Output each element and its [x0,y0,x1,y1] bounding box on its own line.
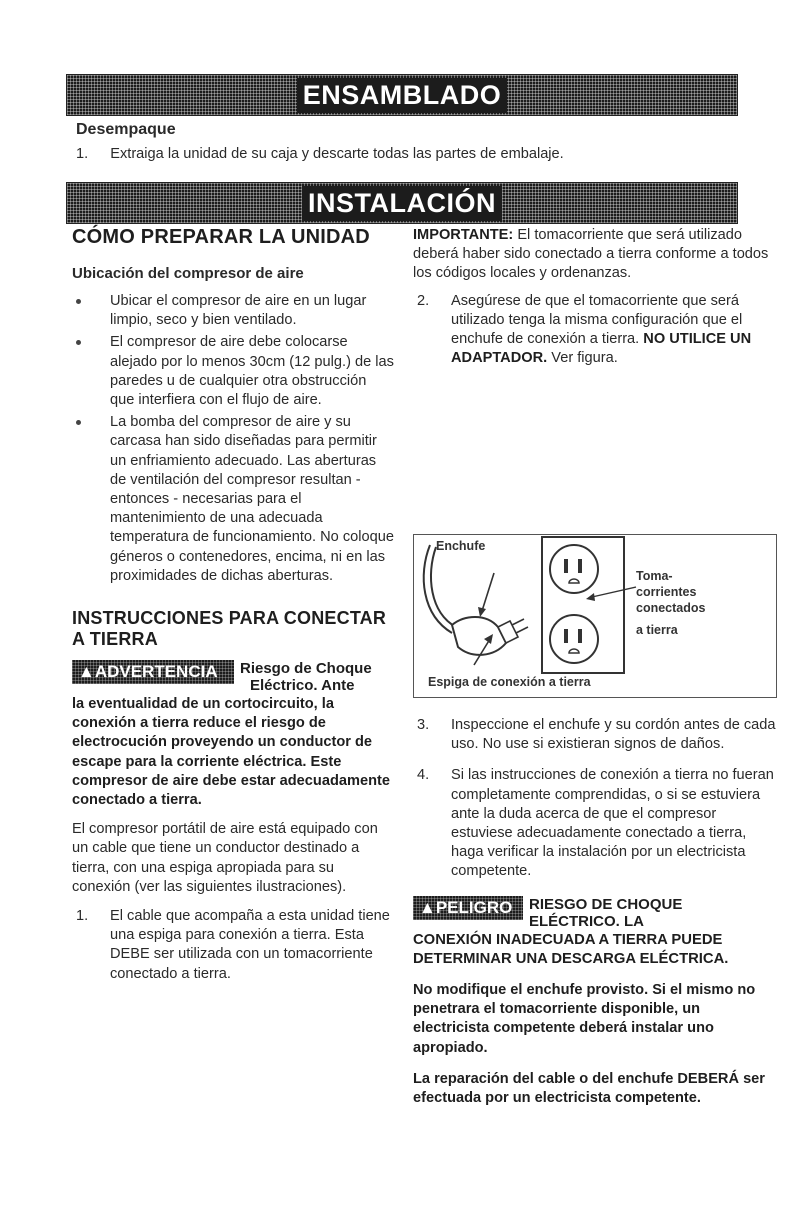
warning-heading-line-2: Eléctrico. Ante [250,677,355,695]
assembly-banner [66,74,738,116]
important-note [413,226,777,284]
prepare-unit-title: CÓMO PREPARAR LA UNIDAD [72,226,370,248]
step-number: 3. [417,717,430,733]
step-number: 2. [417,292,430,309]
outlet-label-line-3: conectados [636,601,706,615]
unpacking-step [76,145,756,164]
danger-heading-line-2: ELÉCTRICO. LA [529,912,644,930]
plug-outlet-illustration [414,535,776,697]
unpacking-step-number: 1. [76,146,89,162]
bullet-icon [76,420,81,425]
danger-badge [413,896,523,920]
bullet-text: La bomba del compresor de aire y su carcasa han sido diseñadas para permitir un enfriamiento adecuado. Las aberturas de ventilación del compresor resultan - entonces - necesarias para el mantenimiento de una adecuada temperatura de funcionamiento. No coloque géneros o contenedores, encima, ni en las proximidades de dichas aberturas. [110,414,394,584]
warning-heading-line-1: Riesgo de Choque [240,660,372,678]
cable-paragraph: El compresor portátil de aire está equipado con un cable que tiene un conductor destinado a tierra, con una espiga apropiada para su conexión (ver las siguientes ilustraciones). [72,821,378,895]
step-number: 4. [417,767,430,784]
see-figure-text: Ver figura. [551,350,618,367]
list-item [413,716,777,754]
location-heading: Ubicación del compresor de aire [72,265,304,282]
bullet-text: Ubicar el compresor de aire en un lugar limpio, seco y bien ventilado. [110,293,367,329]
bullet-icon [76,340,81,345]
assembly-banner-title: ENSAMBLADO [297,78,508,113]
warning-heading [240,660,372,694]
right-column [413,226,777,368]
no-adapter-warning: NO UTILICE UN ADAPTADOR. [451,331,752,367]
outlet-label-line-1: Toma- [636,569,673,583]
danger-heading [529,896,682,930]
location-bullet-list [72,292,394,586]
list-item [72,907,394,984]
list-item [413,292,777,369]
list-item [413,766,777,881]
installation-banner [66,182,738,224]
danger-heading-line-1: RIESGO DE CHOQUE [529,895,683,913]
plug-outlet-figure [413,534,777,698]
bullet-icon [76,299,81,304]
outlet-label-line-4: a tierra [636,623,678,637]
danger-paragraph-1: No modifique el enchufe provisto. Si el mismo no penetrara el tomacorriente disponible, un electricista competente deberá instalar uno apropiado. [413,982,756,1056]
danger-badge-label: PELIGRO [435,897,513,917]
grounding-title-line-1: INSTRUCCIONES PARA CONECTAR [72,608,387,629]
left-column [72,226,394,984]
step-text: Asegúrese de que el tomacorriente que será utilizado tenga la misma configuración que el enchufe de conexión a tierra. [451,292,743,348]
installation-banner-title: INSTALACIÓN [302,186,502,221]
danger-paragraph-2: La reparación del cable o del enchufe DEBERÁ ser efectuada por un electricista competente. [413,1070,765,1107]
warning-header [72,660,394,694]
danger-triangle-icon: ▲ [419,897,436,917]
warning-triangle-icon: ▲ [78,662,95,682]
unpacking-step-text: Extraiga la unidad de su caja y descarte todas las partes de embalaje. [110,146,564,162]
danger-text: CONEXIÓN INADECUADA A TIERRA PUEDE DETERMINAR UNA DESCARGA ELÉCTRICA. [413,931,729,967]
grounding-title [72,608,394,650]
unpacking-heading: Desempaque [76,121,176,138]
outlet-label-line-2: corrientes [636,585,697,599]
warning-text: la eventualidad de un cortocircuito, la conexión a tierra reduce el riesgo de electrocución proveyendo un conductor de escape para la corriente eléctrica. Este compresor de aire debe estar adecuadamente conectado a tierra. [72,696,390,809]
list-item [72,413,394,586]
step-number: 1. [76,908,89,925]
plug-label: Enchufe [436,539,486,553]
warning-badge-label: ADVERTENCIA [94,662,218,682]
list-item [72,292,394,330]
important-text: El tomacorriente que será utilizado deberá haber sido conectado a tierra conforme a todos los códigos locales y ordenanzas. [413,227,769,282]
important-label: IMPORTANTE: [413,227,514,243]
danger-header [413,896,777,930]
right-column-lower [413,716,777,1108]
grounding-title-line-2: A TIERRA [72,629,158,650]
step-text: Inspeccione el enchufe y su cordón antes de cada uso. No use si existieran signos de daños. [451,717,776,753]
step-text: El cable que acompaña a esta unidad tiene una espiga para conexión a tierra. Esta DEBE ser utilizada con un tomacorriente conectado a tierra. [110,908,390,982]
warning-badge [72,660,234,684]
step-text: Si las instrucciones de conexión a tierra no fueran completamente comprendidas, o si se estuviera ante la duda acerca de que el compresor estuviese adecuadamente conectado a tierra, haga verificar la instalación por un electricista competente. [451,767,774,880]
list-item [72,333,394,410]
bullet-text: El compresor de aire debe colocarse alejado por lo menos 30cm (12 pulg.) de las paredes u de cualquier otra obstrucción que interfiera con el flujo de aire. [110,334,394,409]
ground-pin-label: Espiga de conexión a tierra [428,675,591,689]
